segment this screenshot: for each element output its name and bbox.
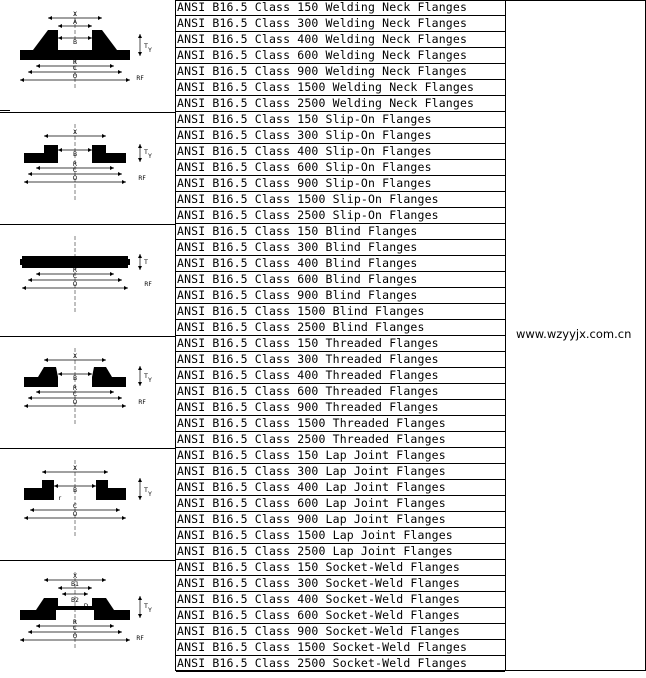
- dimension-label-t: T: [144, 43, 148, 50]
- dimension-label-rf: RF: [136, 75, 144, 82]
- flange-link-row[interactable]: [176, 240, 505, 256]
- table-border-right-of-list: [505, 0, 506, 671]
- dimension-label-o: O: [72, 281, 78, 288]
- flange-link-row[interactable]: [176, 160, 505, 176]
- dimension-label-b: B: [72, 151, 78, 158]
- dimension-label-b: B: [72, 39, 78, 46]
- flange-link-label[interactable]: ANSI B16.5 Class 300 Socket-Weld Flanges: [177, 576, 460, 590]
- flange-link-label[interactable]: ANSI B16.5 Class 900 Blind Flanges: [177, 288, 418, 302]
- dimension-label-c: C: [72, 625, 78, 632]
- dimension-label-c: C: [72, 503, 78, 510]
- dimension-label-y: Y: [148, 377, 152, 384]
- dimension-label-t: T: [144, 487, 148, 494]
- dimension-label-x: X: [72, 129, 78, 136]
- flange-link-label[interactable]: ANSI B16.5 Class 600 Blind Flanges: [177, 272, 418, 286]
- dimension-label-x: X: [72, 465, 78, 472]
- flange-link-row[interactable]: [176, 656, 505, 672]
- slip-on-diagram: [0, 116, 172, 230]
- dimension-label-t: T: [144, 149, 148, 156]
- flange-link-row[interactable]: [176, 560, 505, 576]
- dimension-label-r: R: [72, 385, 78, 392]
- flange-link-row[interactable]: [176, 464, 505, 480]
- flange-link-label[interactable]: ANSI B16.5 Class 400 Blind Flanges: [177, 256, 418, 270]
- flange-link-label[interactable]: ANSI B16.5 Class 300 Blind Flanges: [177, 240, 418, 254]
- flange-link-label[interactable]: ANSI B16.5 Class 2500 Slip-On Flanges: [177, 208, 439, 222]
- flange-link-label[interactable]: ANSI B16.5 Class 2500 Lap Joint Flanges: [177, 544, 453, 558]
- flange-link-label[interactable]: ANSI B16.5 Class 900 Slip-On Flanges: [177, 176, 432, 190]
- dimension-label-o: O: [72, 399, 78, 406]
- flange-link-row[interactable]: [176, 64, 505, 80]
- flange-link-row[interactable]: [176, 496, 505, 512]
- flange-link-label[interactable]: ANSI B16.5 Class 900 Socket-Weld Flanges: [177, 624, 460, 638]
- section-slip-on: [0, 112, 505, 224]
- flange-link-label[interactable]: ANSI B16.5 Class 300 Threaded Flanges: [177, 352, 439, 366]
- flange-link-row[interactable]: [176, 112, 505, 128]
- dimension-label-rf: RF: [138, 175, 146, 182]
- blind-flange-drawing: [0, 228, 172, 338]
- flange-link-label[interactable]: ANSI B16.5 Class 150 Threaded Flanges: [177, 336, 439, 350]
- dimension-label-c: C: [72, 391, 78, 398]
- flange-link-label[interactable]: ANSI B16.5 Class 2500 Welding Neck Flanges: [177, 96, 475, 110]
- flange-link-label[interactable]: ANSI B16.5 Class 600 Lap Joint Flanges: [177, 496, 446, 510]
- flange-link-label[interactable]: ANSI B16.5 Class 600 Socket-Weld Flanges: [177, 608, 460, 622]
- flange-link-label[interactable]: ANSI B16.5 Class 150 Welding Neck Flanges: [177, 0, 468, 14]
- dimension-label-d: D: [83, 603, 89, 610]
- blind-diagram: [0, 228, 172, 342]
- dimension-label-o: O: [72, 633, 78, 640]
- flange-link-label[interactable]: ANSI B16.5 Class 1500 Slip-On Flanges: [177, 192, 439, 206]
- flange-link-row[interactable]: [176, 480, 505, 496]
- dimension-label-t: T: [144, 373, 148, 380]
- flange-link-label[interactable]: ANSI B16.5 Class 150 Socket-Weld Flanges: [177, 560, 460, 574]
- flange-link-row[interactable]: [176, 352, 505, 368]
- dimension-label-y: Y: [148, 607, 152, 614]
- dimension-label-o: O: [72, 175, 78, 182]
- flange-link-row[interactable]: [176, 368, 505, 384]
- dimension-label-t: T: [144, 603, 148, 610]
- flange-link-row[interactable]: [176, 288, 505, 304]
- flange-link-label[interactable]: ANSI B16.5 Class 1500 Lap Joint Flanges: [177, 528, 453, 542]
- flange-link-row[interactable]: [176, 544, 505, 560]
- dimension-label-b: B: [72, 375, 78, 382]
- flange-link-row[interactable]: [176, 128, 505, 144]
- website-url: www.wzyyjx.com.cn: [516, 327, 632, 341]
- flange-link-row[interactable]: [176, 528, 505, 544]
- flange-link-row[interactable]: [176, 608, 505, 624]
- dimension-label-r: R: [72, 161, 78, 168]
- section-blind: [0, 224, 505, 336]
- flange-link-label[interactable]: ANSI B16.5 Class 900 Welding Neck Flanges: [177, 64, 468, 78]
- dimension-label-rf: RF: [138, 399, 146, 406]
- section-lap-joint: [0, 448, 505, 560]
- flange-link-label[interactable]: ANSI B16.5 Class 900 Threaded Flanges: [177, 400, 439, 414]
- welding-neck-flange-drawing: [0, 4, 172, 114]
- dimension-label-c: C: [72, 167, 78, 174]
- section-threaded: [0, 336, 505, 448]
- dimension-label-rf: RF: [136, 635, 144, 642]
- flange-link-row[interactable]: [176, 432, 505, 448]
- flange-link-label[interactable]: ANSI B16.5 Class 150 Blind Flanges: [177, 224, 418, 238]
- dimension-label-o: O: [72, 511, 78, 518]
- dimension-label-x: X: [72, 573, 78, 580]
- flange-link-row[interactable]: [176, 400, 505, 416]
- flange-link-label[interactable]: ANSI B16.5 Class 1500 Welding Neck Flanges: [177, 80, 475, 94]
- section-divider: [0, 336, 176, 337]
- flange-link-row[interactable]: [176, 16, 505, 32]
- flange-link-label[interactable]: ANSI B16.5 Class 600 Threaded Flanges: [177, 384, 439, 398]
- section-divider: [0, 224, 176, 225]
- dimension-label-b2: B2: [71, 597, 79, 604]
- flange-link-row[interactable]: [176, 640, 505, 656]
- flange-link-row[interactable]: [176, 272, 505, 288]
- flange-link-row[interactable]: [176, 144, 505, 160]
- section-socket-weld: [0, 560, 505, 672]
- flange-link-row[interactable]: [176, 48, 505, 64]
- section-divider: [0, 448, 176, 449]
- dimension-label-x: X: [72, 353, 78, 360]
- section-divider: [0, 560, 176, 561]
- flange-link-label[interactable]: ANSI B16.5 Class 2500 Socket-Weld Flanges: [177, 656, 468, 670]
- flange-link-label[interactable]: ANSI B16.5 Class 600 Slip-On Flanges: [177, 160, 432, 174]
- dimension-label-y: Y: [148, 491, 152, 498]
- flange-link-label[interactable]: ANSI B16.5 Class 600 Welding Neck Flanges: [177, 48, 468, 62]
- flange-link-row[interactable]: [176, 80, 505, 96]
- socket-weld-diagram: [0, 564, 172, 678]
- dimension-label-c: C: [72, 65, 78, 72]
- flange-link-label[interactable]: ANSI B16.5 Class 300 Lap Joint Flanges: [177, 464, 446, 478]
- slip-on-flange-drawing: [0, 116, 172, 226]
- dimension-label-y: Y: [148, 47, 152, 54]
- flange-link-label[interactable]: ANSI B16.5 Class 1500 Threaded Flanges: [177, 416, 446, 430]
- flange-link-row[interactable]: [176, 624, 505, 640]
- welding-neck-diagram: [0, 4, 172, 118]
- flange-link-label[interactable]: ANSI B16.5 Class 300 Welding Neck Flanges: [177, 16, 468, 30]
- flange-link-label[interactable]: ANSI B16.5 Class 150 Slip-On Flanges: [177, 112, 432, 126]
- flange-link-row[interactable]: [176, 0, 505, 16]
- flange-link-row[interactable]: [176, 224, 505, 240]
- dimension-label-t: T: [144, 259, 148, 266]
- dimension-label-r: R: [72, 619, 78, 626]
- flange-link-label[interactable]: ANSI B16.5 Class 1500 Blind Flanges: [177, 304, 425, 318]
- flange-link-label[interactable]: ANSI B16.5 Class 900 Lap Joint Flanges: [177, 512, 446, 526]
- flange-link-row[interactable]: [176, 576, 505, 592]
- flange-link-row[interactable]: [176, 416, 505, 432]
- flange-link-label[interactable]: ANSI B16.5 Class 400 Socket-Weld Flanges: [177, 592, 460, 606]
- flange-link-row[interactable]: [176, 512, 505, 528]
- dimension-label-o: O: [72, 73, 78, 80]
- flange-link-label[interactable]: ANSI B16.5 Class 2500 Threaded Flanges: [177, 432, 446, 446]
- section-welding-neck: [0, 0, 505, 112]
- divider-marker: [0, 110, 10, 111]
- flange-link-row[interactable]: [176, 448, 505, 464]
- dimension-label-x: X: [72, 11, 78, 18]
- flange-link-row[interactable]: [176, 592, 505, 608]
- flange-link-label[interactable]: ANSI B16.5 Class 2500 Blind Flanges: [177, 320, 425, 334]
- flange-link-row[interactable]: [176, 192, 505, 208]
- dimension-label-a: A: [72, 19, 78, 26]
- flange-link-row[interactable]: [176, 320, 505, 336]
- dimension-label-rf: RF: [144, 281, 152, 288]
- threaded-flange-drawing: [0, 340, 172, 450]
- flange-link-row[interactable]: [176, 208, 505, 224]
- flange-link-label[interactable]: ANSI B16.5 Class 300 Slip-On Flanges: [177, 128, 432, 142]
- dimension-label-r: R: [72, 267, 78, 274]
- lap-joint-diagram: [0, 452, 172, 566]
- dimension-label-b1: B1: [71, 581, 79, 588]
- flange-link-row[interactable]: [176, 384, 505, 400]
- flange-link-label[interactable]: ANSI B16.5 Class 150 Lap Joint Flanges: [177, 448, 446, 462]
- dimension-label-c: C: [72, 273, 78, 280]
- flange-link-row[interactable]: [176, 336, 505, 352]
- flange-link-row[interactable]: [176, 96, 505, 112]
- flange-link-row[interactable]: [176, 304, 505, 320]
- flange-link-label[interactable]: ANSI B16.5 Class 400 Welding Neck Flanges: [177, 32, 468, 46]
- lap-joint-flange-drawing: [0, 452, 172, 562]
- flange-link-row[interactable]: [176, 32, 505, 48]
- dimension-label-r: r: [58, 495, 62, 502]
- flange-link-label[interactable]: ANSI B16.5 Class 400 Lap Joint Flanges: [177, 480, 446, 494]
- section-divider: [0, 112, 176, 113]
- dimension-label-r: R: [72, 59, 78, 66]
- dimension-label-b: B: [72, 487, 78, 494]
- socket-weld-flange-drawing: [0, 564, 172, 674]
- flange-link-row[interactable]: [176, 176, 505, 192]
- dimension-label-y: Y: [148, 153, 152, 160]
- threaded-diagram: [0, 340, 172, 454]
- flange-link-label[interactable]: ANSI B16.5 Class 400 Threaded Flanges: [177, 368, 439, 382]
- flange-link-label[interactable]: ANSI B16.5 Class 400 Slip-On Flanges: [177, 144, 432, 158]
- flange-link-row[interactable]: [176, 256, 505, 272]
- flange-link-label[interactable]: ANSI B16.5 Class 1500 Socket-Weld Flanges: [177, 640, 468, 654]
